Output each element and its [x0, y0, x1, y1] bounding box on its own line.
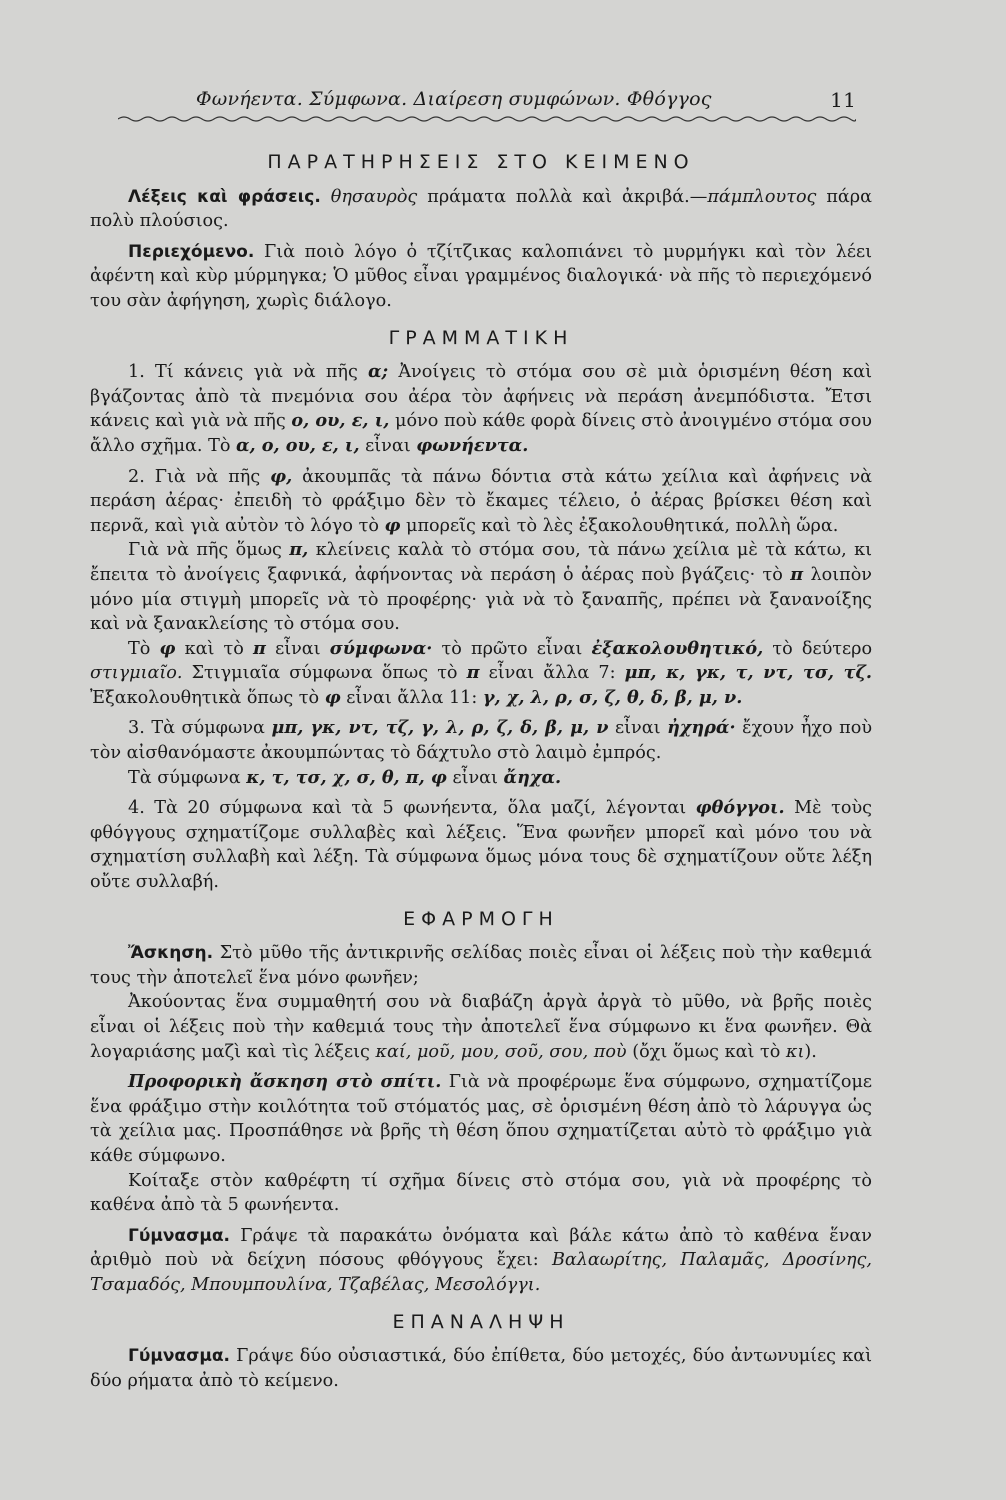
page-number: 11 [830, 88, 856, 112]
application-exercise-paragraph [90, 941, 872, 990]
section-notes-title: ΠΑΡΑΤΗΡΗΣΕΙΣ ΣΤΟ ΚΕΙΜΕΝΟ [267, 151, 695, 173]
grammar-p4-phi-3: φ [324, 686, 341, 708]
grammar-p4-term-1: σύμφωνα· [329, 637, 433, 659]
grammar-p1-text-d: εἶναι [365, 435, 411, 456]
grammar-p5-text-c: ἔχουν ἦχο ποὺ τὸν αἰσθανόμαστε ἀκουμπώντας τὸ δάχτυλο στὸ λαιμὸ ἐμπρός. [90, 718, 873, 764]
running-header [196, 88, 856, 114]
grammar-p3-text-a: Γιὰ νὰ πῆς ὅμως [128, 540, 282, 561]
grammar-p4-list-1: μπ, κ, γκ, τ, ντ, τσ, τζ. [624, 662, 873, 684]
grammar-p4-list-2: γ, χ, λ, ρ, σ, ζ, θ, δ, β, μ, ν. [482, 686, 743, 708]
grammar-p4-pi-3: π [466, 662, 480, 684]
grammar-p2-phi-2: φ [384, 514, 401, 536]
application-listening-text-b: (ὄχι ὅμως καὶ τὸ [632, 1041, 781, 1062]
grammar-p1-letters: ο, ου, ε, ι, [291, 410, 390, 432]
grammar-p4-text-f: Στιγμιαῖα σύμφωνα ὅπως τὸ [191, 663, 458, 684]
grammar-p4-text-g: εἶναι ἄλλα 7: [488, 663, 616, 684]
application-exercise-lead: Ἄσκηση. [128, 943, 214, 964]
application-oral-paragraph [90, 1070, 872, 1168]
grammar-p6-text-a: Τὰ σύμφωνα [128, 767, 241, 788]
application-listening-text-a: Ἀκούοντας ἕνα συμμαθητή σου νὰ διαβάζη ἀργὰ ἀργὰ τὸ μῦθο, νὰ βρῆς ποιὲς εἶναι οἱ λέξεις ποὺ τὴν καθεμιά τους τὴν ἀποτελεῖ ἕνα σύμφωνο κι ἕνα φωνῆεν. Θὰ λογαριάσης μαζὶ καὶ τὶς λέξεις [90, 992, 872, 1062]
grammar-p4-text-h: Ἐξακολουθητικὰ ὅπως τὸ [90, 687, 320, 708]
grammar-p4-text-a: Τὸ [128, 638, 151, 659]
grammar-p4-text-i: εἶναι ἄλλα 11: [346, 687, 478, 708]
application-gymnasma-paragraph [90, 1224, 872, 1298]
application-mirror-paragraph: Κοίταξε στὸν καθρέφτη τί σχῆμα δίνεις στὸ στόμα σου, γιὰ νὰ προφέρης τὸ καθένα ἀπὸ τὰ 5 φωνήεντα. [90, 1170, 872, 1216]
review-gymnasma-paragraph [90, 1344, 872, 1393]
section-review-title: ΕΠΑΝΑΛΗΨΗ [392, 1310, 570, 1333]
grammar-paragraph-1 [90, 360, 872, 458]
grammar-p4-text-b: καὶ τὸ [184, 638, 244, 659]
grammar-p3-text-c: λοιπὸν μόνο μία στιγμὴ μπορεῖς νὰ τὸ προφέρης· γιὰ νὰ τὸ ξαναπῆς, πρέπει νὰ ξανανοίξης καὶ νὰ ξανακλείσης τὸ στόμα σου. [90, 564, 872, 635]
notes-words-lead: Λέξεις καὶ φράσεις. [128, 186, 321, 207]
grammar-p3-text-b: κλείνεις καλὰ τὸ στόμα σου, τὰ πάνω χείλια μὲ τὰ κάτω, κι ἔπειτα τὸ ἀνοίγεις ξαφνικά, ἀφήνοντας νὰ περάση ὁ ἀέρας ποὺ βγάζεις· τὸ [90, 540, 873, 585]
application-gymnasma-text: Γράψε τὰ παρακάτω ὀνόματα καὶ βάλε κάτω ἀπὸ τὸ καθένα ἕναν ἀριθμὸ ποὺ νὰ δείχνη πόσους φθόγγους ἔχει: [90, 1225, 872, 1271]
application-oral-lead: Προφορικὴ ἄσκηση στὸ σπίτι. [128, 1071, 442, 1093]
application-listening-text-c: ). [804, 1041, 817, 1062]
grammar-p2-phi: φ, [270, 465, 293, 487]
grammar-p3-pi-2: π [790, 563, 804, 585]
grammar-p5-term: ἠχηρά· [667, 717, 736, 739]
grammar-paragraph-2 [90, 465, 872, 539]
section-application-title: ΕΦΑΡΜΟΓΗ [403, 907, 559, 930]
notes-content-text: Γιὰ ποιὸ λόγο ὁ τζίτζικας καλοπιάνει τὸ μυρμήγκι καὶ τὸν λέει ἀφέντη καὶ κὺρ μύρμηγκα; Ὁ μῦθος εἶναι γραμμένος διαλογικά· νὰ πῆς τὸ περιεχόμενό του σὰν ἀφήγηση, χωρὶς διάλογο. [90, 241, 873, 311]
grammar-p5-list: μπ, γκ, ντ, τζ, γ, λ, ρ, ζ, δ, β, μ, ν [271, 717, 609, 739]
grammar-p4-term-3: στιγμιαῖο. [90, 663, 183, 684]
application-exercise-text: Στὸ μῦθο τῆς ἀντικρινῆς σελίδας ποιὲς εἶναι οἱ λέξεις ποὺ τὴν καθεμιά τους τὴν ἀποτελεῖ ἕνα μόνο φωνῆεν; [90, 943, 873, 988]
grammar-p7-text-a: 4. Τὰ 20 σύμφωνα καὶ τὰ 5 φωνήεντα, ὅλα μαζί, λέγονται [128, 798, 687, 819]
grammar-paragraph-7 [90, 796, 872, 894]
notes-content-paragraph [90, 240, 872, 314]
running-title: Φωνήεντα. Σύμφωνα. Διαίρεση συμφώνων. Φθόγγος [196, 88, 712, 110]
grammar-p5-text-a: 3. Τὰ σύμφωνα [128, 718, 265, 739]
grammar-p2-text-a: 2. Γιὰ νὰ πῆς [128, 466, 261, 487]
grammar-p7-text-b: Μὲ τοὺς φθόγγους σχηματίζομε συλλαβὲς καὶ λέξεις. Ἕνα φωνῆεν μπορεῖ καὶ μόνο του νὰ σχηματίση συλλαβὴ καὶ λέξη. Τὰ σύμφωνα ὅμως μόνα τους δὲ σχηματίζουν οὔτε λέξη οὔτε συλλαβή. [90, 798, 872, 893]
grammar-p1-text-c: μόνο ποὺ κάθε φορὰ δίνεις στὸ ἀνοιγμένο στόμα σου ἄλλο σχῆμα. Τὸ [90, 411, 872, 456]
grammar-p4-text-d: τὸ πρῶτο εἶναι [441, 638, 583, 659]
grammar-p4-phi: φ [159, 637, 176, 659]
grammar-paragraph-3 [90, 538, 872, 636]
application-listening-paragraph [90, 990, 872, 1064]
wavy-rule [118, 114, 856, 124]
grammar-p2-text-c: μπορεῖς καὶ τὸ λὲς ἐξακολουθητικά, πολλὴ ὥρα. [406, 515, 839, 536]
grammar-p5-text-b: εἶναι [614, 718, 661, 739]
review-gymnasma-lead: Γύμνασμα. [128, 1346, 230, 1367]
application-gymnasma-lead: Γύμνασμα. [128, 1225, 230, 1246]
notes-content-lead: Περιεχόμενο. [128, 241, 255, 262]
grammar-p4-text-e: τὸ δεύτερο [772, 638, 873, 659]
grammar-p6-term: ἄηχα. [503, 766, 562, 788]
grammar-p4-term-2: ἐξακολουθητικό, [591, 637, 764, 659]
review-gymnasma-text: Γράψε δύο οὐσιαστικά, δύο ἐπίθετα, δύο μετοχές, δύο ἀντωνυμίες καὶ δύο ρήματα ἀπὸ τὸ κείμενο. [90, 1346, 873, 1391]
grammar-p3-pi: π, [289, 539, 309, 561]
grammar-p6-text-b: εἶναι [452, 767, 498, 788]
grammar-p7-term: φθόγγοι. [695, 797, 785, 819]
notes-words-def-1: πράματα πολλὰ καὶ ἀκριβά.— [427, 186, 708, 207]
section-grammar-title: ΓΡΑΜΜΑΤΙΚΗ [388, 326, 574, 349]
grammar-p4-text-c: εἶναι [275, 638, 321, 659]
application-listening-ki: κι [785, 1041, 805, 1062]
grammar-paragraph-4 [90, 637, 872, 711]
grammar-p4-pi: π [253, 637, 266, 659]
application-oral-text: Γιὰ νὰ προφέρωμε ἕνα σύμφωνο, σχηματίζομε ἕνα φράξιμο στὴν κοιλότητα τοῦ στόματός μας, σὲ ὁρισμένη θέση ἀπὸ τὸ λάρυγγα ὡς τὰ χείλια μας. Προσπάθησε νὰ βρῆς τὴ θέση ὅπου σχηματίζεται αὐτὸ τὸ φράξιμο γιὰ κάθε σύμφωνο. [90, 1072, 872, 1166]
grammar-paragraph-6 [90, 766, 872, 791]
grammar-p1-text-b: Ἀνοίγεις τὸ στόμα σου σὲ μιὰ ὁρισμένη θέση καὶ βγάζοντας ἀπὸ τὰ πνεμόνια σου ἀέρα τὸν ἀφήνεις νὰ περάση ἀνεμπόδιστα. Ἔτσι κάνεις καὶ γιὰ νὰ πῆς [90, 362, 873, 432]
grammar-p2-text-b: ἀκουμπᾶς τὰ πάνω δόντια στὰ κάτω χείλια καὶ ἀφήνεις νὰ περάση ἀέρας· ἐπειδὴ τὸ φράξιμο δὲν τὸ ἔκαμες τέλειο, ὁ ἀέρας βρίσκει θέση καὶ περνᾶ, καὶ γιὰ αὐτὸν τὸ λόγο τὸ [90, 466, 873, 536]
application-listening-words: καί, μοῦ, μου, σοῦ, σου, ποὺ [375, 1041, 627, 1062]
notes-words-term-1: θησαυρὸς [330, 186, 418, 207]
notes-words-term-2: πάμπλουτος [707, 186, 817, 207]
grammar-p1-letters-2: α, ο, ου, ε, ι, [236, 434, 360, 456]
notes-words-def-2: πάρα πολὺ πλούσιος. [90, 186, 873, 232]
grammar-paragraph-5 [90, 716, 872, 765]
page-body [90, 150, 872, 1393]
grammar-p1-letter: α; [368, 361, 389, 383]
grammar-p1-text-a: 1. Τί κάνεις γιὰ νὰ πῆς [128, 362, 358, 383]
grammar-p1-term: φωνήεντα. [416, 434, 529, 456]
grammar-p6-list: κ, τ, τσ, χ, σ, θ, π, φ [246, 766, 447, 788]
notes-words-paragraph [90, 185, 872, 234]
application-gymnasma-names: Βαλαωρίτης, Παλαμᾶς, Δροσίνης, Τσαμαδός, Μπουμπουλίνα, Τζαβέλας, Μεσολόγγι. [90, 1250, 872, 1295]
